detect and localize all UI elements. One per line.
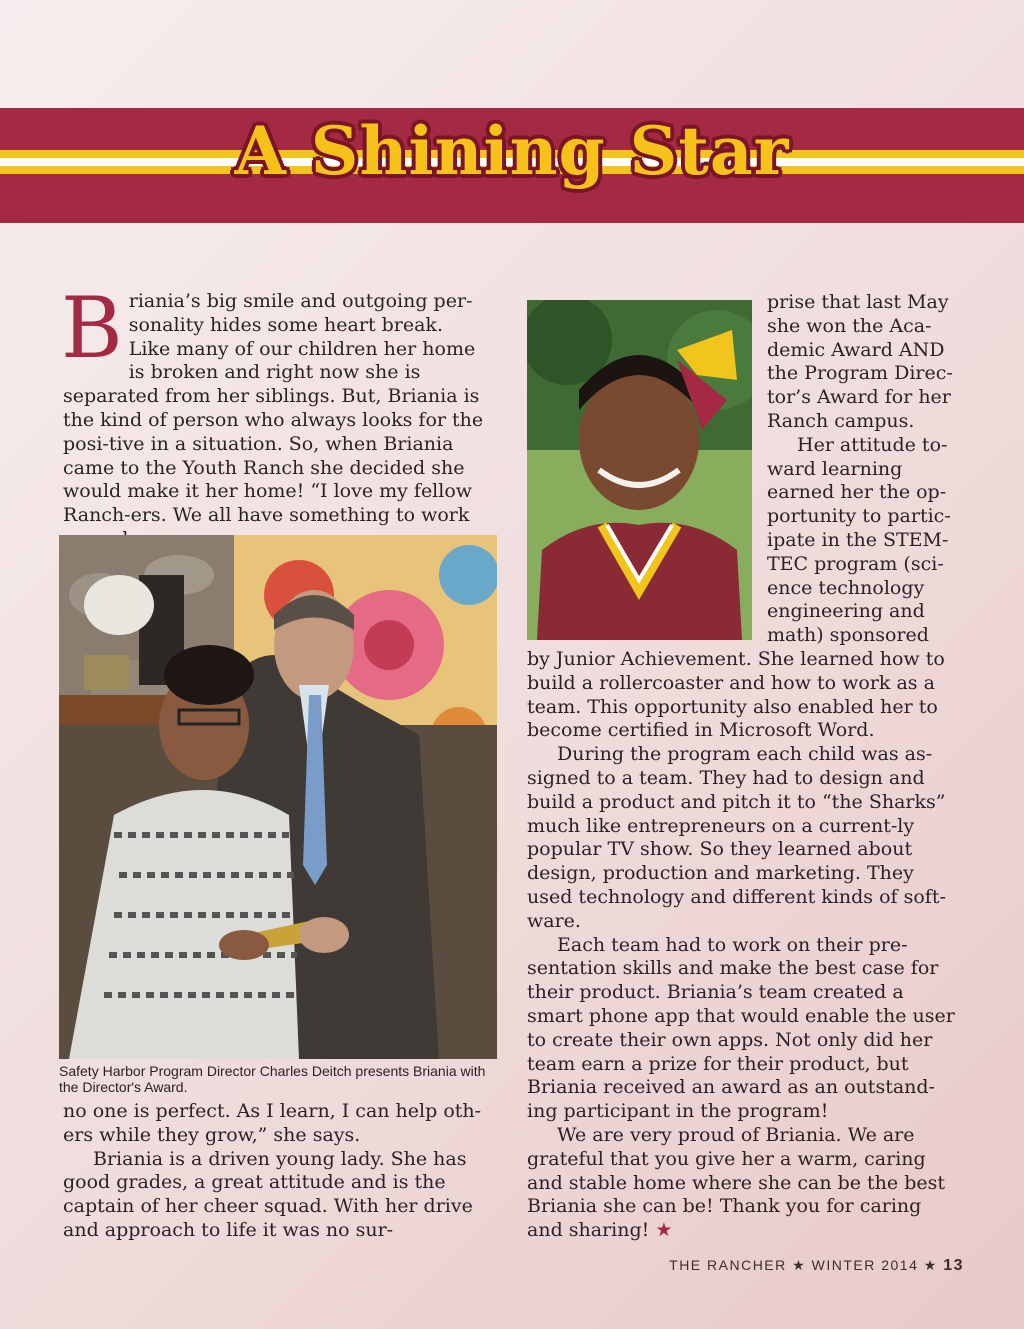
paragraph: Briania is a driven young lady. She has good grades, a great attitude and is the captain of her cheer squad. With her drive and approach to life it was no sur- (63, 1147, 473, 1241)
paragraph: Her attitude to-ward learning earned her the op-portunity to partic-ipate in the STEM-TEC program (sci-ence technology engineering and math) sponsored (767, 433, 951, 647)
paragraph: no one is perfect. As I learn, I can help oth-ers while they grow,” she says. (63, 1100, 482, 1146)
portrait-photo (527, 300, 752, 640)
closing-text: We are very proud of Briania. We are grateful that you give her a warm, caring and stable home where she can be the best Briania she can be! Thank you for caring and sharing! (527, 1123, 945, 1242)
drop-cap: B (61, 279, 123, 377)
page-title: A Shining Star (234, 112, 790, 190)
paragraph: by Junior Achievement. She learned how to build a rollercoaster and how to work as a team. This opportunity also enabled her to become certified in Microsoft Word. (527, 648, 945, 742)
footer-star-icon: ★ (792, 1257, 807, 1273)
issue-name: WINTER 2014 (811, 1257, 919, 1273)
award-photo (59, 535, 497, 1059)
paragraph (527, 1124, 959, 1243)
page-number: 13 (943, 1257, 964, 1274)
column-1-continued (63, 1100, 493, 1243)
column-2-beside-photo (767, 291, 967, 648)
paragraph: prise that last May she won the Aca-demic Award AND the Program Direc-tor’s Award for her Ranch campus. (767, 291, 953, 432)
end-star-icon: ★ (655, 1219, 673, 1242)
footer-star-icon: ★ (923, 1257, 938, 1273)
article-intro (61, 279, 485, 552)
paragraph: During the program each child was as-signed to a team. They had to design and build a product and pitch it to “the Sharks” much like entrepreneurs on a current-ly popular TV show. So they learned about design, production and marketing. They used technology and different kinds of soft-ware. (527, 743, 946, 932)
page-footer (669, 1257, 964, 1275)
publication-name: THE RANCHER (669, 1257, 787, 1273)
column-2-continued (527, 648, 959, 1243)
paragraph: Each team had to work on their pre-sentation skills and make the best case for their product. Briania’s team created a smart phone app that would enable the user to create their own apps. Not only did her team earn a prize for their product, but Briania received an award as an outstand-ing participant in the program! (527, 933, 955, 1123)
intro-paragraph: riania’s big smile and outgoing per-sonality hides some heart break. Like many of our children her home is broken and right now she is separated from her siblings. But, Briania is the kind of person who always looks for the posi-tive in a situation. So, when Briania came to the Youth Ranch she decided she would make it her home! “I love my fellow Ranch-ers. We all have something to work (63, 290, 484, 527)
photo-caption: Safety Harbor Program Director Charles Deitch presents Briania with the Director's Award. (59, 1063, 486, 1095)
